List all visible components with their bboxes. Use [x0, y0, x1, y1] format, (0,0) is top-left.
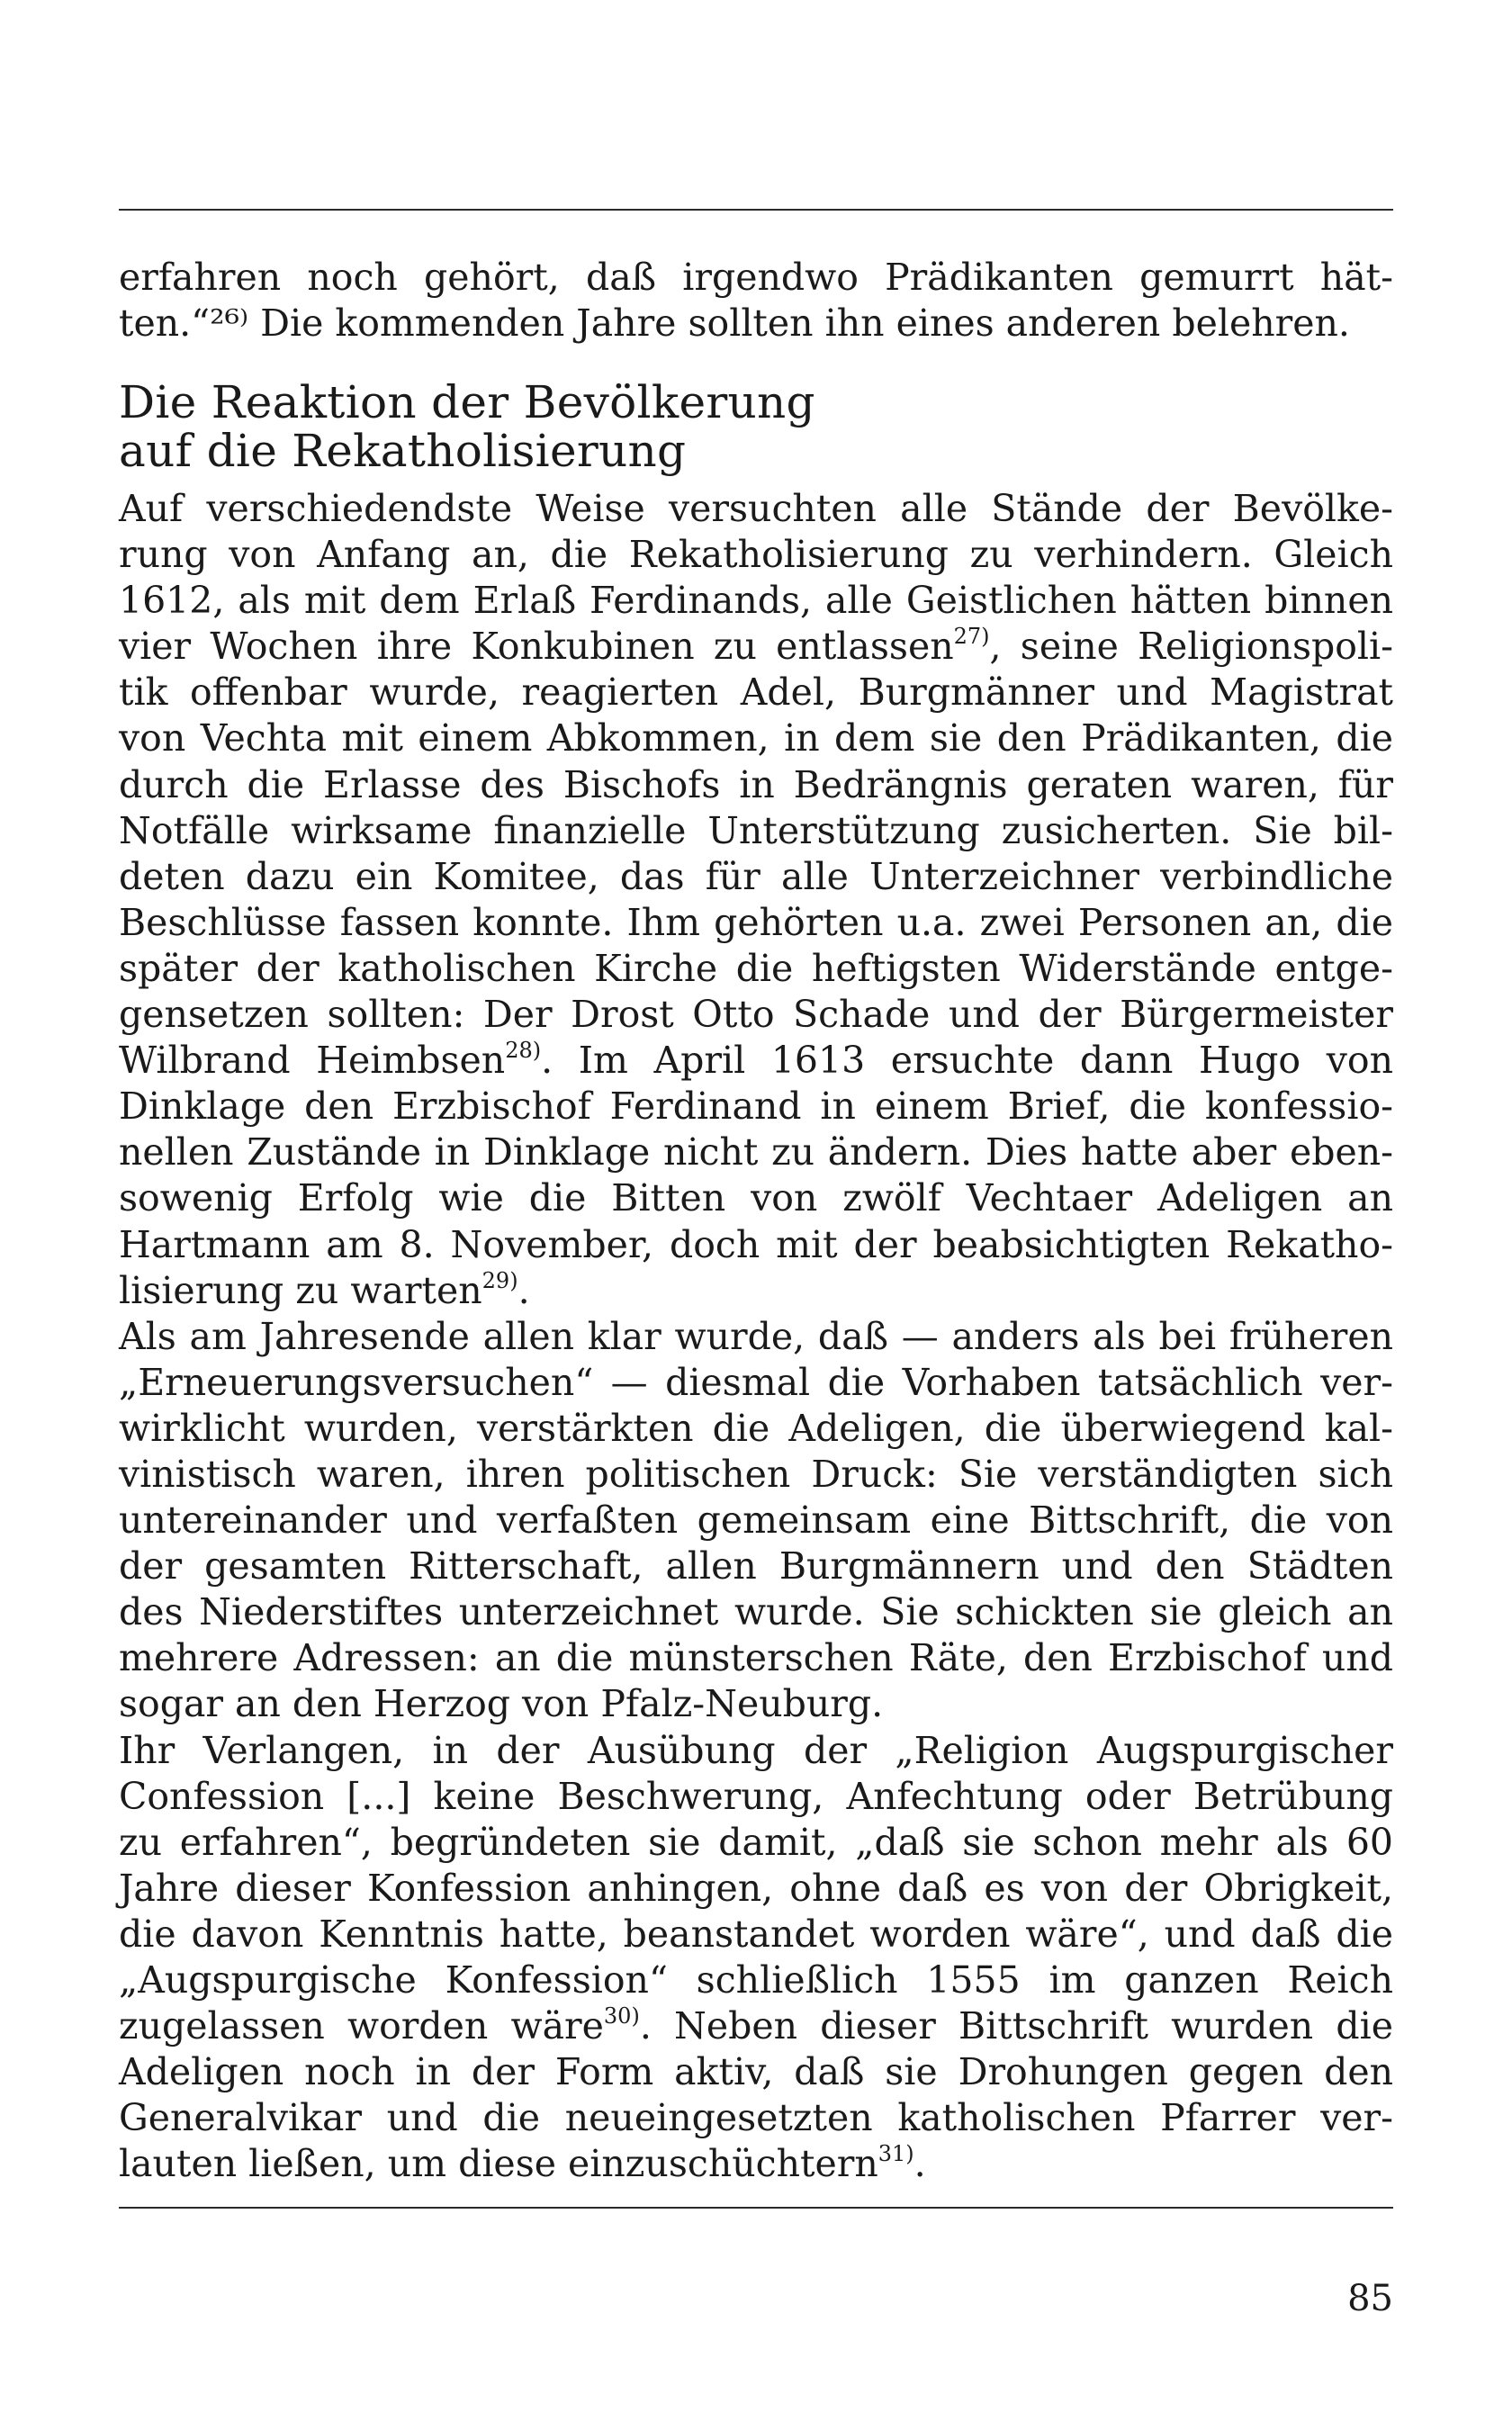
text-line: die davon Kenntnis hatte, beanstandet worden wäre“, und daß die	[119, 1912, 1393, 1956]
footnote-ref: 30)	[603, 2003, 640, 2030]
text-line: „Erneuerungsversuchen“ — diesmal die Vorhaben tatsächlich ver-	[119, 1360, 1393, 1404]
intro-paragraph	[119, 255, 1393, 346]
text-line: wirklicht wurden, verstärkten die Adeligen, die überwiegend kal-	[119, 1406, 1393, 1450]
text-line: lisierung zu warten$^{29)}$.	[119, 1267, 530, 1312]
text-line: erfahren noch gehört, daß irgendwo Prädikanten gemurrt hät-	[119, 256, 1393, 299]
bottom-rule	[119, 2207, 1393, 2209]
paragraph-1	[119, 486, 1393, 1314]
text-line: lauten ließen, um diese einzuschüchtern$^{31)}$.	[119, 2141, 926, 2186]
text-line: Beschlüsse fassen konnte. Ihm gehörten u.a. zwei Personen an, die	[119, 900, 1393, 944]
text-line: Hartmann am 8. November, doch mit der beabsichtigten Rekatho-	[119, 1222, 1393, 1266]
text-line: zu erfahren“, begründeten sie damit, „daß sie schon mehr als 60	[119, 1820, 1393, 1864]
text-line: Auf verschiedendste Weise versuchten alle Stände der Bevölke-	[119, 487, 1393, 530]
footnote-ref: 27)	[953, 624, 990, 650]
text-line: Dinklage den Erzbischof Ferdinand in einem Brief, die konfessio-	[119, 1084, 1393, 1129]
text-line: sogar an den Herzog von Pfalz-Neuburg.	[119, 1682, 884, 1726]
heading-line: Die Reaktion der Bevölkerung	[119, 376, 815, 428]
text-line: Notfälle wirksame finanzielle Unterstützung zusicherten. Sie bil-	[119, 808, 1393, 852]
text-line: Adeligen noch in der Form aktiv, daß sie Drohungen gegen den	[119, 2050, 1393, 2094]
text-line: des Niederstiftes unterzeichnet wurde. Sie schickten sie gleich an	[119, 1590, 1393, 1634]
footnote-ref: 31)	[878, 2141, 914, 2167]
text-line: mehrere Adressen: an die münsterschen Räte, den Erzbischof und	[119, 1636, 1393, 1680]
text-line: sowenig Erfolg wie die Bitten von zwölf Vechtaer Adeligen an	[119, 1176, 1393, 1220]
text-line: zugelassen worden wäre$^{30)}$. Neben dieser Bittschrift wurden die	[119, 2003, 1393, 2048]
text-line: deten dazu ein Komitee, das für alle Unterzeichner verbindliche	[119, 854, 1393, 898]
text-line: später der katholischen Kirche die heftigsten Widerstände entge-	[119, 946, 1393, 990]
text-line: tik offenbar wurde, reagierten Adel, Burgmänner und Magistrat	[119, 670, 1393, 715]
text-line: Confession [...] keine Beschwerung, Anfechtung oder Betrübung	[119, 1774, 1393, 1818]
text-line: ten.“²⁶⁾ Die kommenden Jahre sollten ihn eines anderen belehren.	[119, 302, 1350, 346]
text-line: untereinander und verfaßten gemeinsam eine Bittschrift, die von	[119, 1498, 1393, 1543]
text-line: Wilbrand Heimbsen$^{28)}$. Im April 1613 ersuchte dann Hugo von	[119, 1038, 1393, 1083]
footnote-ref: 29)	[482, 1267, 518, 1293]
intro-block	[119, 255, 1393, 346]
text-line: Ihr Verlangen, in der Ausübung der „Religion Augspurgischer	[119, 1728, 1393, 1772]
section-heading	[119, 378, 1393, 475]
text-line: gensetzen sollten: Der Drost Otto Schade und der Bürgermeister	[119, 993, 1393, 1037]
paragraph-3	[119, 1728, 1393, 2188]
text-line: durch die Erlasse des Bischofs in Bedrängnis geraten waren, für	[119, 762, 1393, 806]
text-line: der gesamten Ritterschaft, allen Burgmännern und den Städten	[119, 1544, 1393, 1588]
text-line: 1612, als mit dem Erlaß Ferdinands, alle Geistlichen hätten binnen	[119, 579, 1393, 623]
page-number: 85	[1347, 2278, 1393, 2319]
paragraph-2	[119, 1314, 1393, 1728]
heading-line: auf die Rekatholisierung	[119, 425, 687, 477]
text-line: Generalvikar und die neueingesetzten katholischen Pfarrer ver-	[119, 2096, 1393, 2140]
top-rule	[119, 209, 1393, 211]
body-text	[119, 486, 1393, 2187]
text-line: rung von Anfang an, die Rekatholisierung zu verhindern. Gleich	[119, 533, 1393, 577]
text-line: Als am Jahresende allen klar wurde, daß — anders als bei früheren	[119, 1314, 1393, 1358]
text-line: „Augspurgische Konfession“ schließlich 1555 im ganzen Reich	[119, 1958, 1393, 2002]
text-line: von Vechta mit einem Abkommen, in dem sie den Prädikanten, die	[119, 716, 1393, 760]
text-line: Jahre dieser Konfession anhingen, ohne daß es von der Obrigkeit,	[119, 1866, 1393, 1910]
footnote-ref: 28)	[505, 1038, 542, 1064]
text-line: vier Wochen ihre Konkubinen zu entlassen$^{27)}$, seine Religionspoli-	[119, 624, 1393, 669]
text-line: nellen Zustände in Dinklage nicht zu ändern. Dies hatte aber eben-	[119, 1130, 1393, 1174]
text-line: vinistisch waren, ihren politischen Druck: Sie verständigten sich	[119, 1452, 1393, 1496]
